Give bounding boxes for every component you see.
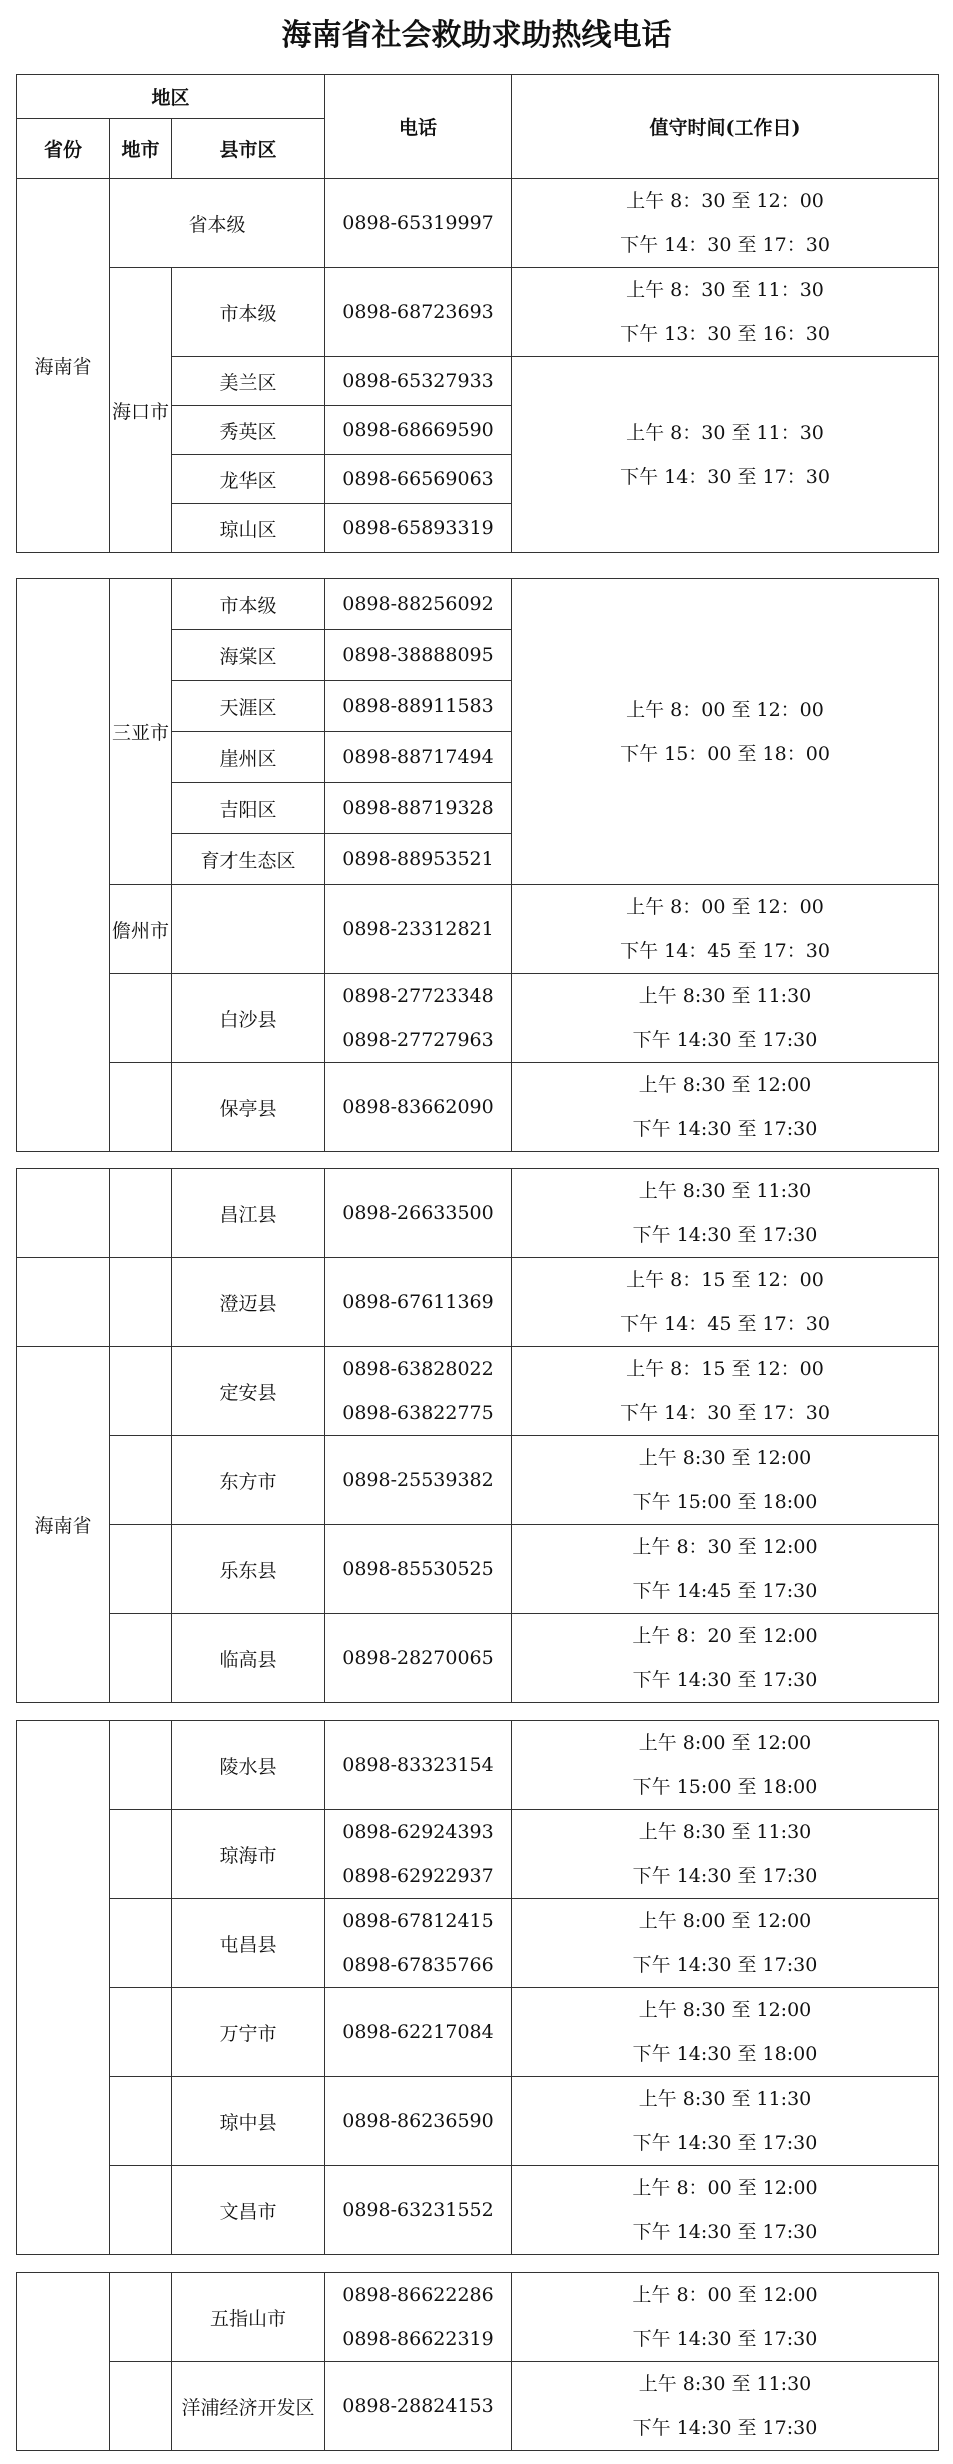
city-cell: 三亚市	[110, 579, 172, 885]
county-cell: 白沙县	[172, 974, 325, 1063]
county-cell: 乐东县	[172, 1525, 325, 1614]
phone-cell: 0898-63231552	[325, 2166, 512, 2255]
city-cell	[110, 2273, 172, 2362]
county-cell: 海棠区	[172, 630, 325, 681]
hours-cell	[512, 2166, 939, 2255]
hours-cell	[512, 179, 939, 268]
hotline-table-3	[16, 1168, 939, 1703]
phone-line-2: 0898-63822775	[342, 1402, 494, 1424]
county-cell: 临高县	[172, 1614, 325, 1703]
hours-pm: 下午 14:30 至 17:30	[632, 1865, 818, 1887]
phone-cell: 0898-88953521	[325, 834, 512, 885]
phone-cell: 0898-67611369	[325, 1258, 512, 1347]
hours-cell	[512, 1436, 939, 1525]
phone-line-2: 0898-27727963	[342, 1029, 494, 1051]
city-cell	[110, 1810, 172, 1899]
province-cell	[17, 1169, 110, 1258]
hours-am: 上午 8：20 至 12:00	[632, 1625, 818, 1647]
county-cell: 昌江县	[172, 1169, 325, 1258]
province-cell	[17, 2273, 110, 2451]
county-cell: 省本级	[110, 179, 325, 268]
phone-cell: 0898-66569063	[325, 455, 512, 504]
hours-am: 上午 8：15 至 12：00	[626, 1358, 824, 1380]
phone-line-1: 0898-63828022	[342, 1358, 494, 1380]
county-cell: 天涯区	[172, 681, 325, 732]
phone-cell: 0898-23312821	[325, 885, 512, 974]
hours-pm: 下午 15:00 至 18:00	[632, 1776, 818, 1798]
city-cell	[110, 974, 172, 1063]
hours-am: 上午 8：30 至 11：30	[626, 279, 824, 301]
county-cell: 龙华区	[172, 455, 325, 504]
hours-cell	[512, 268, 939, 357]
city-cell: 海口市	[110, 268, 172, 553]
phone-cell: 0898-26633500	[325, 1169, 512, 1258]
phone-cell: 0898-28270065	[325, 1614, 512, 1703]
hours-cell	[512, 2077, 939, 2166]
hours-cell	[512, 1614, 939, 1703]
county-cell: 东方市	[172, 1436, 325, 1525]
city-cell	[110, 1169, 172, 1258]
hours-pm: 下午 14:30 至 17:30	[632, 1118, 818, 1140]
city-cell	[110, 1614, 172, 1703]
phone-cell: 0898-62217084	[325, 1988, 512, 2077]
phone-line-1: 0898-62924393	[342, 1821, 494, 1843]
hotline-table-1	[16, 74, 939, 553]
county-cell: 琼海市	[172, 1810, 325, 1899]
hours-cell	[512, 1258, 939, 1347]
hours-pm: 下午 14:30 至 17:30	[632, 1954, 818, 1976]
city-cell	[110, 1347, 172, 1436]
hours-am: 上午 8：30 至 12：00	[626, 190, 824, 212]
hours-pm: 下午 14：30 至 17：30	[620, 465, 830, 488]
phone-cell	[325, 974, 512, 1063]
phone-cell	[325, 2273, 512, 2362]
phone-cell: 0898-88911583	[325, 681, 512, 732]
phone-cell: 0898-83662090	[325, 1063, 512, 1152]
hours-pm: 下午 14:30 至 17:30	[632, 2132, 818, 2154]
hours-pm: 下午 14:30 至 18:00	[632, 2043, 818, 2065]
hours-cell	[512, 1347, 939, 1436]
hours-am: 上午 8:30 至 11:30	[638, 2373, 812, 2395]
city-cell	[110, 1525, 172, 1614]
city-cell	[110, 1899, 172, 1988]
hours-cell	[512, 974, 939, 1063]
hours-am: 上午 8：15 至 12：00	[626, 1269, 824, 1291]
phone-cell: 0898-65319997	[325, 179, 512, 268]
phone-cell: 0898-65327933	[325, 357, 512, 406]
county-cell: 市本级	[172, 268, 325, 357]
county-cell: 屯昌县	[172, 1899, 325, 1988]
hours-cell	[512, 1063, 939, 1152]
hours-pm: 下午 14:30 至 17:30	[632, 1029, 818, 1051]
hours-pm: 下午 14：45 至 17：30	[620, 1313, 830, 1335]
city-cell	[110, 2362, 172, 2451]
phone-cell: 0898-68669590	[325, 406, 512, 455]
county-cell: 琼山区	[172, 504, 325, 553]
phone-cell	[325, 1899, 512, 1988]
phone-cell: 0898-38888095	[325, 630, 512, 681]
phone-cell: 0898-28824153	[325, 2362, 512, 2451]
phone-line-1: 0898-27723348	[342, 985, 494, 1007]
phone-cell: 0898-25539382	[325, 1436, 512, 1525]
county-cell: 美兰区	[172, 357, 325, 406]
phone-cell: 0898-88717494	[325, 732, 512, 783]
county-cell: 崖州区	[172, 732, 325, 783]
phone-cell: 0898-85530525	[325, 1525, 512, 1614]
province-cell: 海南省	[17, 1347, 110, 1703]
hours-pm: 下午 14:30 至 17:30	[632, 2221, 818, 2243]
hours-am: 上午 8：30 至 11：30	[626, 421, 824, 444]
phone-line-2: 0898-62922937	[342, 1865, 494, 1887]
city-cell: 儋州市	[110, 885, 172, 974]
hours-pm: 下午 15:00 至 18:00	[632, 1491, 818, 1513]
hours-am: 上午 8:00 至 12:00	[638, 1732, 812, 1754]
county-cell: 琼中县	[172, 2077, 325, 2166]
county-cell: 陵水县	[172, 1721, 325, 1810]
province-cell	[17, 1721, 110, 2255]
hotline-table-2	[16, 578, 939, 1152]
hours-cell	[512, 1810, 939, 1899]
county-cell: 保亭县	[172, 1063, 325, 1152]
hours-am: 上午 8：00 至 12：00	[626, 896, 824, 918]
header-city: 地市	[110, 119, 172, 179]
hours-am: 上午 8:30 至 12:00	[638, 1999, 812, 2021]
county-cell	[172, 885, 325, 974]
hours-pm: 下午 14：45 至 17：30	[620, 940, 830, 962]
hours-cell	[512, 579, 939, 885]
hours-cell	[512, 1899, 939, 1988]
phone-cell: 0898-83323154	[325, 1721, 512, 1810]
hotline-table-5	[16, 2272, 939, 2451]
hours-cell	[512, 1525, 939, 1614]
city-cell	[110, 2166, 172, 2255]
phone-line-1: 0898-86622286	[342, 2284, 494, 2306]
hours-pm: 下午 14:30 至 17:30	[632, 2417, 818, 2439]
phone-cell	[325, 1810, 512, 1899]
hotline-table-4	[16, 1720, 939, 2255]
province-cell	[17, 579, 110, 1152]
hours-am: 上午 8:00 至 12:00	[638, 1910, 812, 1932]
city-cell	[110, 2077, 172, 2166]
phone-cell: 0898-86236590	[325, 2077, 512, 2166]
hours-pm: 下午 14：30 至 17：30	[620, 234, 830, 256]
hours-am: 上午 8:30 至 11:30	[638, 1821, 812, 1843]
county-cell: 文昌市	[172, 2166, 325, 2255]
phone-cell: 0898-68723693	[325, 268, 512, 357]
city-cell	[110, 1258, 172, 1347]
province-cell	[17, 1258, 110, 1347]
city-cell	[110, 1436, 172, 1525]
county-cell: 澄迈县	[172, 1258, 325, 1347]
header-county: 县市区	[172, 119, 325, 179]
hours-pm: 下午 14:30 至 17:30	[632, 1224, 818, 1246]
hours-pm: 下午 14:30 至 17:30	[632, 1669, 818, 1691]
hours-am: 上午 8:30 至 11:30	[638, 1180, 812, 1202]
county-cell: 秀英区	[172, 406, 325, 455]
hours-am: 上午 8:30 至 11:30	[638, 985, 812, 1007]
hours-cell	[512, 1988, 939, 2077]
hours-cell	[512, 1169, 939, 1258]
header-phone: 电话	[325, 75, 512, 179]
hours-am: 上午 8：00 至 12:00	[632, 2177, 818, 2199]
page-title: 海南省社会救助求助热线电话	[281, 18, 672, 53]
hours-cell	[512, 357, 939, 553]
province-cell: 海南省	[17, 179, 110, 553]
county-cell: 市本级	[172, 579, 325, 630]
county-cell: 育才生态区	[172, 834, 325, 885]
phone-line-2: 0898-67835766	[342, 1954, 494, 1976]
hours-am: 上午 8：00 至 12:00	[632, 2284, 818, 2306]
phone-line-1: 0898-67812415	[342, 1910, 494, 1932]
hours-cell	[512, 2273, 939, 2362]
hours-am: 上午 8:30 至 11:30	[638, 2088, 812, 2110]
hours-pm: 下午 14:30 至 17:30	[632, 2328, 818, 2350]
county-cell: 五指山市	[172, 2273, 325, 2362]
city-cell	[110, 1063, 172, 1152]
phone-cell: 0898-65893319	[325, 504, 512, 553]
city-cell	[110, 1988, 172, 2077]
hours-pm: 下午 14:45 至 17:30	[632, 1580, 818, 1602]
hours-am: 上午 8：30 至 12:00	[632, 1536, 818, 1558]
header-hours: 值守时间(工作日)	[512, 75, 939, 179]
hours-am: 上午 8:30 至 12:00	[638, 1447, 812, 1469]
hours-cell	[512, 885, 939, 974]
city-cell	[110, 1721, 172, 1810]
hours-am: 上午 8：00 至 12：00	[626, 698, 824, 721]
county-cell: 定安县	[172, 1347, 325, 1436]
header-region: 地区	[17, 75, 325, 119]
county-cell: 洋浦经济开发区	[172, 2362, 325, 2451]
county-cell: 万宁市	[172, 1988, 325, 2077]
hours-pm: 下午 13：30 至 16：30	[620, 323, 830, 345]
phone-line-2: 0898-86622319	[342, 2328, 494, 2350]
hours-pm: 下午 15：00 至 18：00	[620, 742, 830, 765]
phone-cell	[325, 1347, 512, 1436]
hours-cell	[512, 2362, 939, 2451]
county-cell: 吉阳区	[172, 783, 325, 834]
header-province: 省份	[17, 119, 110, 179]
phone-cell: 0898-88719328	[325, 783, 512, 834]
hours-cell	[512, 1721, 939, 1810]
hours-am: 上午 8:30 至 12:00	[638, 1074, 812, 1096]
phone-cell: 0898-88256092	[325, 579, 512, 630]
hours-pm: 下午 14：30 至 17：30	[620, 1402, 830, 1424]
